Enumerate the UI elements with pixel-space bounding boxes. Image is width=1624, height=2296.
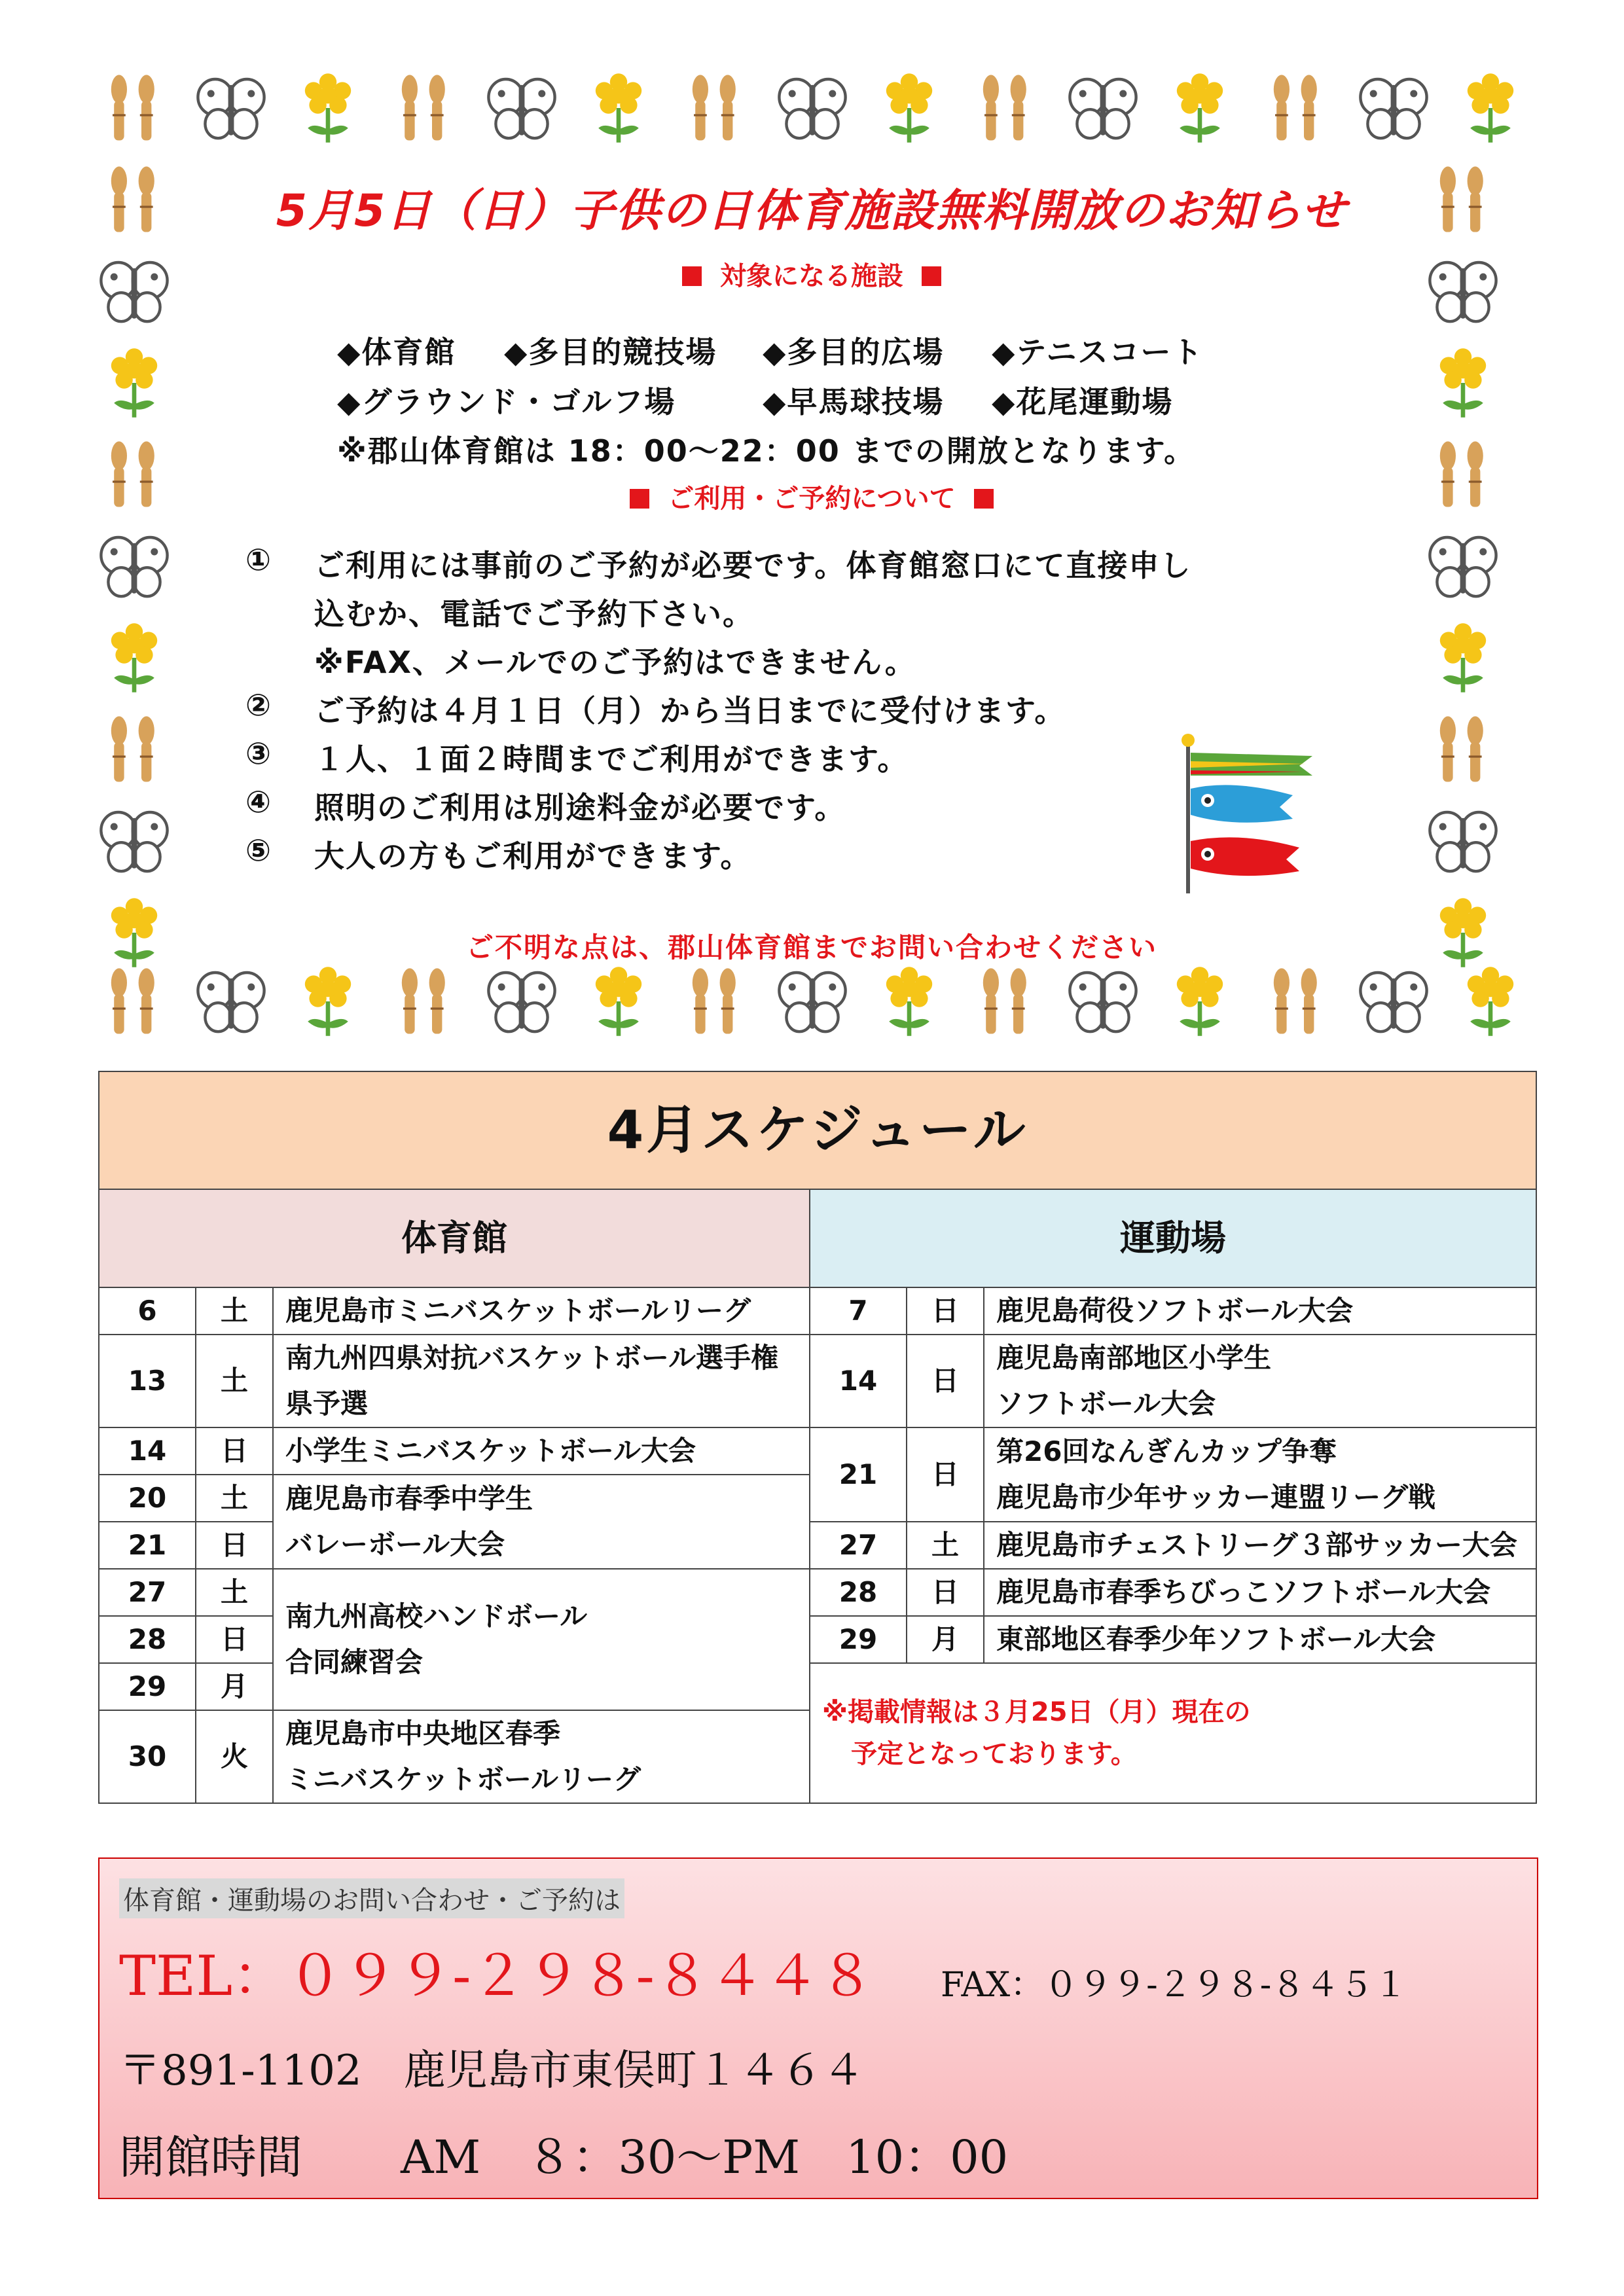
rapeseed-flower-icon (873, 72, 945, 144)
rapeseed-flower-icon (873, 965, 945, 1037)
field-event: 鹿児島市チェストリーグ３部サッカー大会 (984, 1522, 1536, 1569)
facilities-heading (98, 255, 1525, 293)
schedule-section (98, 1071, 1536, 1804)
butterfly-icon (486, 72, 558, 144)
square-icon (682, 266, 702, 286)
gym-event: 鹿児島市ミニバスケットボールリーグ (273, 1287, 810, 1335)
gym-weekday: 火 (196, 1710, 273, 1803)
gym-event (273, 1335, 810, 1427)
gym-weekday: 土 (196, 1287, 273, 1335)
gym-day: 21 (99, 1522, 196, 1569)
field-event: 東部地区春季少年ソフトボール大会 (984, 1616, 1536, 1663)
gym-event: 小学生ミニバスケットボール大会 (273, 1427, 810, 1475)
rule-number: ④ (245, 784, 272, 819)
rule-text: 照明のご利用は別途料金が必要です。 (314, 790, 846, 825)
notice-section (98, 59, 1525, 1041)
field-weekday: 日 (907, 1427, 984, 1522)
gym-event-line: ミニバスケットボールリーグ (285, 1763, 641, 1795)
rule-text: 込むか、電話でご予約下さい。 (314, 596, 754, 632)
field-day: 27 (810, 1522, 907, 1569)
rapeseed-flower-icon (292, 965, 364, 1037)
hours-label: 開館時間 (119, 2130, 302, 2184)
gym-event-line: 鹿児島市春季中学生 (285, 1482, 533, 1515)
rule-number: ② (245, 687, 272, 723)
field-event-line: ソフトボール大会 (996, 1388, 1216, 1420)
gym-weekday: 日 (196, 1427, 273, 1475)
tsukushi-icon (970, 965, 1042, 1037)
field-event: 鹿児島荷役ソフトボール大会 (984, 1287, 1536, 1335)
field-header: 運動場 (810, 1189, 1536, 1287)
butterfly-icon (486, 965, 558, 1037)
facilities-heading-text: 対象になる施設 (720, 261, 903, 291)
field-weekday: 月 (907, 1616, 984, 1663)
table-row (99, 1335, 1536, 1427)
facility-item: ◆グラウンド・ゴルフ場 (337, 384, 676, 420)
gym-event-line: 合同練習会 (285, 1646, 424, 1678)
butterfly-icon (776, 965, 848, 1037)
field-weekday: 日 (907, 1287, 984, 1335)
schedule-note-line: ※掲載情報は３月25日（月）現在の (822, 1697, 1251, 1727)
gym-header: 体育館 (99, 1189, 810, 1287)
field-event (984, 1427, 1536, 1522)
rapeseed-flower-icon (1164, 965, 1236, 1037)
field-weekday: 日 (907, 1335, 984, 1427)
field-day: 21 (810, 1427, 907, 1522)
schedule-note (810, 1663, 1536, 1803)
gym-event-line: 県予選 (285, 1388, 369, 1420)
field-weekday: 土 (907, 1522, 984, 1569)
facility-item: ◆体育館 (337, 334, 456, 370)
butterfly-icon (195, 965, 267, 1037)
field-day: 28 (810, 1569, 907, 1616)
usage-heading-text: ご利用・ご予約について (668, 484, 956, 514)
tsukushi-icon (389, 72, 461, 144)
butterfly-icon (195, 72, 267, 144)
rule-number: ③ (245, 736, 272, 771)
rule-text: 大人の方もご利用ができます。 (314, 838, 752, 874)
koriyama-note: ※郡山体育館は 18：00～22：00 までの開放となります。 (337, 433, 1196, 469)
rapeseed-flower-icon (1454, 72, 1526, 144)
butterfly-icon (776, 72, 848, 144)
square-icon (630, 489, 649, 509)
schedule-note-line: 予定となっております。 (851, 1739, 1137, 1769)
tsukushi-icon (389, 965, 461, 1037)
gym-day: 13 (99, 1335, 196, 1427)
schedule-title: 4月スケジュール (99, 1071, 1536, 1189)
square-icon (922, 266, 941, 286)
decor-border-top (98, 72, 1526, 144)
rapeseed-flower-icon (292, 72, 364, 144)
butterfly-icon (98, 805, 170, 877)
notice-title: 5月5日（日）子供の日体育施設無料開放のお知らせ (276, 185, 1348, 237)
rule-text: ご予約は４月１日（月）から当日までに受付けます。 (314, 693, 1066, 728)
table-row (99, 1287, 1536, 1335)
field-day: 7 (810, 1287, 907, 1335)
field-weekday: 日 (907, 1569, 984, 1616)
facility-item: ◆テニスコート (992, 334, 1204, 370)
rule-number: ① (245, 542, 272, 577)
gym-day: 28 (99, 1616, 196, 1663)
rule-number: ⑤ (245, 833, 272, 868)
gym-event-line: バレーボール大会 (285, 1528, 505, 1560)
field-event: 鹿児島市春季ちびっこソフトボール大会 (984, 1569, 1536, 1616)
gym-weekday: 土 (196, 1569, 273, 1616)
rapeseed-flower-icon (1427, 622, 1499, 694)
gym-day: 27 (99, 1569, 196, 1616)
facility-item: ◆多目的広場 (763, 334, 945, 370)
facility-item: ◆多目的競技場 (504, 334, 717, 370)
facilities-row-2 (337, 378, 1173, 422)
gym-event (273, 1569, 810, 1710)
tsukushi-icon (98, 72, 170, 144)
butterfly-icon (98, 530, 170, 602)
rapeseed-flower-icon (98, 622, 170, 694)
table-row (99, 1569, 1536, 1616)
tsukushi-icon (970, 72, 1042, 144)
rapeseed-flower-icon (1164, 72, 1236, 144)
field-event-line: 鹿児島市少年サッカー連盟リーグ戦 (996, 1481, 1436, 1513)
table-row (99, 1427, 1536, 1475)
tsukushi-icon (98, 965, 170, 1037)
field-day: 29 (810, 1616, 907, 1663)
rule-text: ご利用には事前のご予約が必要です。体育館窓口にて直接申し (314, 548, 1192, 583)
gym-day: 29 (99, 1663, 196, 1710)
facility-item: ◆花尾運動場 (992, 384, 1174, 420)
gym-event-line: 鹿児島市中央地区春季 (285, 1717, 561, 1749)
tsukushi-icon (1261, 965, 1333, 1037)
gym-day: 30 (99, 1710, 196, 1803)
square-icon (974, 489, 994, 509)
gym-weekday: 日 (196, 1522, 273, 1569)
field-event-line: 鹿児島南部地区小学生 (996, 1342, 1272, 1374)
field-event (984, 1335, 1536, 1427)
gym-event-line: 南九州四県対抗バスケットボール選手権 (285, 1342, 779, 1374)
butterfly-icon (1358, 72, 1430, 144)
butterfly-icon (1427, 530, 1499, 602)
contact-box (98, 1857, 1538, 2199)
butterfly-icon (1358, 965, 1430, 1037)
butterfly-icon (1067, 965, 1139, 1037)
field-event-line: 第26回なんぎんカップ争奪 (996, 1435, 1337, 1467)
facility-item: ◆早馬球技場 (763, 384, 945, 420)
hours-value: AM ８：30～PM 10：00 (401, 2130, 1009, 2184)
butterfly-icon (1427, 805, 1499, 877)
usage-heading (98, 478, 1525, 515)
rapeseed-flower-icon (1454, 965, 1526, 1037)
tsukushi-icon (1261, 72, 1333, 144)
butterfly-icon (1067, 72, 1139, 144)
tsukushi-icon (1427, 713, 1499, 785)
gym-weekday: 月 (196, 1663, 273, 1710)
schedule-table (98, 1071, 1537, 1804)
facilities-row-1 (337, 329, 1204, 372)
gym-event-line: 南九州高校ハンドボール (285, 1600, 588, 1632)
rapeseed-flower-icon (98, 347, 170, 419)
rapeseed-flower-icon (583, 965, 655, 1037)
rapeseed-flower-icon (583, 72, 655, 144)
phone-number[interactable]: TEL：０９９-２９８-８４４８ (119, 1944, 875, 2008)
koinobori-icon (1175, 730, 1326, 900)
fax-number: FAX：０９９-２９８-８４５１ (941, 1965, 1408, 2005)
gym-weekday: 土 (196, 1475, 273, 1522)
rapeseed-flower-icon (1427, 347, 1499, 419)
field-day: 14 (810, 1335, 907, 1427)
gym-event (273, 1710, 810, 1803)
gym-day: 14 (99, 1427, 196, 1475)
gym-event (273, 1475, 810, 1569)
tsukushi-icon (679, 965, 751, 1037)
address: 〒891-1102 鹿児島市東俣町１４６４ (119, 2047, 865, 2095)
tsukushi-icon (98, 713, 170, 785)
opening-hours (119, 2121, 1008, 2187)
contact-intro: 体育館・運動場のお問い合わせ・ご予約は (119, 1878, 624, 1918)
gym-weekday: 土 (196, 1335, 273, 1427)
decor-border-bottom (98, 965, 1526, 1037)
contact-note: ご不明な点は、郡山体育館までお問い合わせください (465, 931, 1157, 963)
rule-text: ※FAX、メールでのご予約はできません。 (314, 645, 916, 680)
rule-text: １人、１面２時間までご利用ができます。 (314, 742, 909, 777)
gym-day: 6 (99, 1287, 196, 1335)
gym-day: 20 (99, 1475, 196, 1522)
gym-weekday: 日 (196, 1616, 273, 1663)
tsukushi-icon (679, 72, 751, 144)
